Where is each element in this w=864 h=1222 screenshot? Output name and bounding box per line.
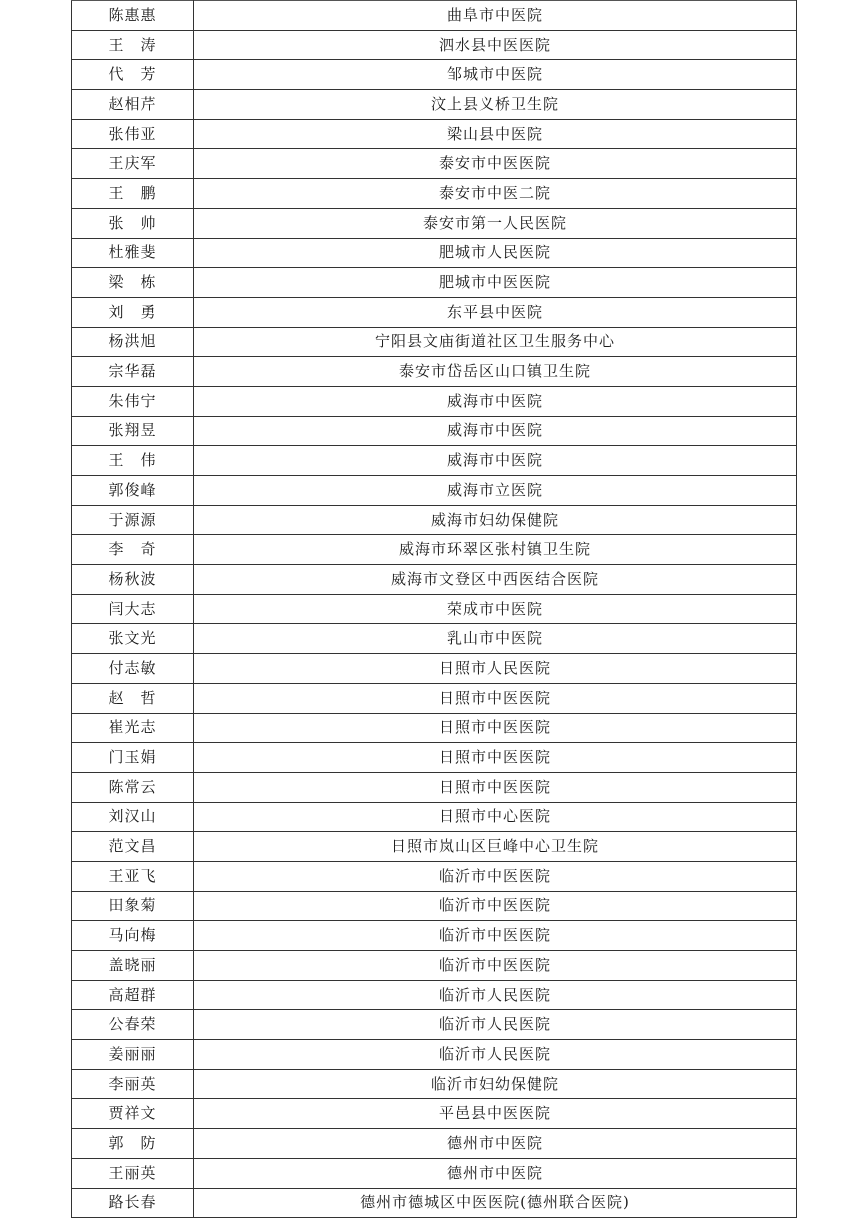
person-name-cell: 盖晓丽 — [72, 951, 194, 981]
work-unit-cell: 临沂市中医医院 — [194, 921, 797, 951]
work-unit-cell: 曲阜市中医院 — [194, 1, 797, 31]
table-row — [72, 802, 797, 832]
table-row — [72, 1188, 797, 1218]
person-name-cell: 高超群 — [72, 980, 194, 1010]
work-unit-cell: 德州市中医院 — [194, 1158, 797, 1188]
work-unit-cell: 泰安市岱岳区山口镇卫生院 — [194, 357, 797, 387]
work-unit-cell: 日照市岚山区巨峰中心卫生院 — [194, 832, 797, 862]
person-name-cell: 刘汉山 — [72, 802, 194, 832]
work-unit-cell: 日照市中医医院 — [194, 683, 797, 713]
work-unit-cell: 临沂市中医医院 — [194, 861, 797, 891]
table-row — [72, 268, 797, 298]
table-row — [72, 1069, 797, 1099]
table-row — [72, 951, 797, 981]
table-row — [72, 179, 797, 209]
work-unit-cell: 泰安市中医二院 — [194, 179, 797, 209]
table-row — [72, 119, 797, 149]
person-name-cell: 张 帅 — [72, 208, 194, 238]
table-row — [72, 505, 797, 535]
work-unit-cell: 威海市妇幼保健院 — [194, 505, 797, 535]
table-row — [72, 565, 797, 595]
work-unit-cell: 平邑县中医医院 — [194, 1099, 797, 1129]
person-name-cell: 郭俊峰 — [72, 476, 194, 506]
work-unit-cell: 临沂市中医医院 — [194, 891, 797, 921]
table-row — [72, 713, 797, 743]
person-name-cell: 陈惠惠 — [72, 1, 194, 31]
person-name-cell: 崔光志 — [72, 713, 194, 743]
person-name-cell: 张伟亚 — [72, 119, 194, 149]
table-row — [72, 832, 797, 862]
work-unit-cell: 威海市中医院 — [194, 446, 797, 476]
person-name-cell: 宗华磊 — [72, 357, 194, 387]
work-unit-cell: 肥城市中医医院 — [194, 268, 797, 298]
work-unit-cell: 荣成市中医院 — [194, 594, 797, 624]
table-row — [72, 654, 797, 684]
work-unit-cell: 临沂市人民医院 — [194, 980, 797, 1010]
table-row — [72, 357, 797, 387]
table-row — [72, 297, 797, 327]
person-name-cell: 王 伟 — [72, 446, 194, 476]
table-row — [72, 149, 797, 179]
person-name-cell: 杨洪旭 — [72, 327, 194, 357]
person-name-cell: 贾祥文 — [72, 1099, 194, 1129]
personnel-table — [71, 0, 797, 1218]
person-name-cell: 王 涛 — [72, 30, 194, 60]
table-row — [72, 1, 797, 31]
work-unit-cell: 威海市文登区中西医结合医院 — [194, 565, 797, 595]
table-row — [72, 416, 797, 446]
table-row — [72, 476, 797, 506]
person-name-cell: 田象菊 — [72, 891, 194, 921]
work-unit-cell: 汶上县义桥卫生院 — [194, 90, 797, 120]
table-row — [72, 446, 797, 476]
work-unit-cell: 日照市中医医院 — [194, 772, 797, 802]
person-name-cell: 杨秋波 — [72, 565, 194, 595]
work-unit-cell: 泰安市中医医院 — [194, 149, 797, 179]
work-unit-cell: 威海市立医院 — [194, 476, 797, 506]
table-row — [72, 1099, 797, 1129]
person-name-cell: 付志敏 — [72, 654, 194, 684]
person-name-cell: 范文昌 — [72, 832, 194, 862]
person-name-cell: 公春荣 — [72, 1010, 194, 1040]
work-unit-cell: 威海市中医院 — [194, 416, 797, 446]
person-name-cell: 王亚飞 — [72, 861, 194, 891]
work-unit-cell: 德州市中医院 — [194, 1129, 797, 1159]
table-row — [72, 921, 797, 951]
table-row — [72, 772, 797, 802]
work-unit-cell: 梁山县中医院 — [194, 119, 797, 149]
table-row — [72, 386, 797, 416]
person-name-cell: 李丽英 — [72, 1069, 194, 1099]
table-row — [72, 535, 797, 565]
table-row — [72, 1010, 797, 1040]
work-unit-cell: 德州市德城区中医医院(德州联合医院) — [194, 1188, 797, 1218]
person-name-cell: 张文光 — [72, 624, 194, 654]
person-name-cell: 赵 哲 — [72, 683, 194, 713]
person-name-cell: 梁 栋 — [72, 268, 194, 298]
person-name-cell: 王丽英 — [72, 1158, 194, 1188]
work-unit-cell: 宁阳县文庙街道社区卫生服务中心 — [194, 327, 797, 357]
work-unit-cell: 日照市中医医院 — [194, 713, 797, 743]
person-name-cell: 刘 勇 — [72, 297, 194, 327]
work-unit-cell: 威海市中医院 — [194, 386, 797, 416]
work-unit-cell: 临沂市中医医院 — [194, 951, 797, 981]
table-body — [72, 1, 797, 1218]
person-name-cell: 李 奇 — [72, 535, 194, 565]
work-unit-cell: 邹城市中医院 — [194, 60, 797, 90]
table-row — [72, 891, 797, 921]
person-name-cell: 姜丽丽 — [72, 1040, 194, 1070]
table-row — [72, 208, 797, 238]
work-unit-cell: 乳山市中医院 — [194, 624, 797, 654]
person-name-cell: 陈常云 — [72, 772, 194, 802]
person-name-cell: 路长春 — [72, 1188, 194, 1218]
person-name-cell: 门玉娟 — [72, 743, 194, 773]
table-row — [72, 327, 797, 357]
table-row — [72, 60, 797, 90]
table-row — [72, 861, 797, 891]
work-unit-cell: 日照市中医医院 — [194, 743, 797, 773]
table-row — [72, 1158, 797, 1188]
work-unit-cell: 威海市环翠区张村镇卫生院 — [194, 535, 797, 565]
work-unit-cell: 临沂市人民医院 — [194, 1040, 797, 1070]
work-unit-cell: 泗水县中医医院 — [194, 30, 797, 60]
person-name-cell: 闫大志 — [72, 594, 194, 624]
table-row — [72, 683, 797, 713]
person-name-cell: 郭 防 — [72, 1129, 194, 1159]
work-unit-cell: 临沂市人民医院 — [194, 1010, 797, 1040]
table-row — [72, 594, 797, 624]
person-name-cell: 王庆军 — [72, 149, 194, 179]
person-name-cell: 杜雅斐 — [72, 238, 194, 268]
table-row — [72, 624, 797, 654]
person-name-cell: 马向梅 — [72, 921, 194, 951]
table-row — [72, 1129, 797, 1159]
person-name-cell: 朱伟宁 — [72, 386, 194, 416]
table-row — [72, 743, 797, 773]
table-row — [72, 30, 797, 60]
table-row — [72, 980, 797, 1010]
table-row — [72, 238, 797, 268]
work-unit-cell: 日照市人民医院 — [194, 654, 797, 684]
person-name-cell: 于源源 — [72, 505, 194, 535]
work-unit-cell: 东平县中医院 — [194, 297, 797, 327]
person-name-cell: 代 芳 — [72, 60, 194, 90]
person-name-cell: 张翔昱 — [72, 416, 194, 446]
work-unit-cell: 临沂市妇幼保健院 — [194, 1069, 797, 1099]
work-unit-cell: 日照市中心医院 — [194, 802, 797, 832]
table-row — [72, 90, 797, 120]
work-unit-cell: 泰安市第一人民医院 — [194, 208, 797, 238]
work-unit-cell: 肥城市人民医院 — [194, 238, 797, 268]
person-name-cell: 王 鹏 — [72, 179, 194, 209]
table-row — [72, 1040, 797, 1070]
person-name-cell: 赵相芹 — [72, 90, 194, 120]
